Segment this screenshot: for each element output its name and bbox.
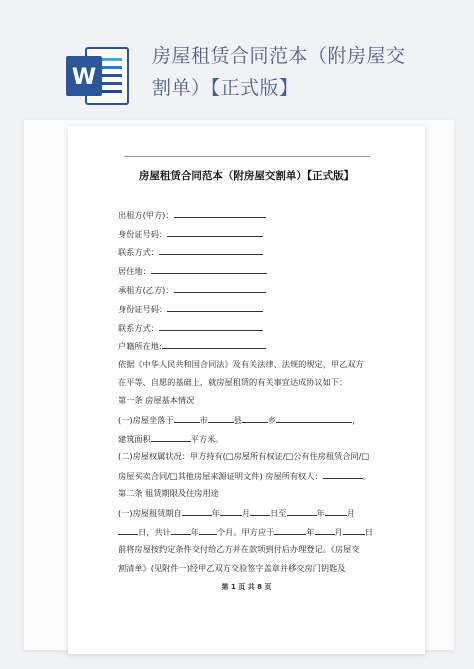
lessor-id-field (118, 227, 263, 240)
art1-location-line (118, 413, 360, 426)
lessor-contact-label: 联系方式： (118, 247, 159, 257)
city-blank[interactable] (174, 413, 200, 423)
svg-text:W: W (71, 65, 97, 90)
lessee-contact-field (118, 321, 263, 334)
intro-line-1: 依据《中华人民共和国合同法》及有关法律、法规的规定，甲乙双方 (118, 359, 364, 369)
lessee-id-blank[interactable] (167, 302, 263, 312)
owner-blank[interactable] (323, 469, 363, 479)
owner-period: 。 (362, 471, 371, 481)
lessee-hukou-field (118, 339, 266, 352)
start-day-blank[interactable] (250, 506, 270, 516)
page-number: 第 1 页 共 8 页 (221, 583, 272, 591)
word-document-icon (64, 46, 130, 106)
art1-location-prefix: (一)房屋坐落于 (118, 415, 174, 425)
day-to-label: 日至 (270, 508, 287, 518)
article-1-heading: 第一条 房屋基本情况 (118, 395, 195, 405)
lessor-label: 出租方(甲方)： (118, 210, 174, 220)
lessor-blank[interactable] (174, 208, 266, 218)
delivery-label: 个月。甲方应于 (216, 527, 275, 537)
start-year-blank[interactable] (182, 506, 212, 516)
month-label: 月 (241, 508, 251, 518)
lessee-label: 承租方(乙方)： (118, 285, 174, 295)
art1-ownership-line-2 (118, 469, 371, 482)
lessee-field (118, 283, 266, 296)
month-label: 月 (346, 508, 355, 518)
end-day-blank[interactable] (118, 525, 138, 535)
lessor-contact-field (118, 245, 263, 258)
address-blank[interactable] (276, 413, 352, 423)
lessor-contact-blank[interactable] (159, 245, 263, 255)
term-start-label: (一)房屋租赁期自 (118, 508, 182, 518)
end-year-blank[interactable] (287, 506, 317, 516)
page-heading (152, 40, 452, 104)
county-label: 县 (233, 415, 242, 425)
delivery-month-blank[interactable] (315, 525, 335, 535)
lessee-hukou-blank[interactable] (162, 339, 266, 349)
document-title: 房屋租赁合同范本（附房屋交割单）【正式版】 (138, 170, 355, 182)
owner-label: 房屋买卖合同/□其他房屋来源证明文件) 房屋所有权人： (118, 471, 323, 481)
total-years-blank[interactable] (171, 525, 191, 535)
lessor-address-blank[interactable] (151, 264, 267, 274)
area-unit: 平方米。 (190, 434, 224, 444)
delivery-year-blank[interactable] (274, 525, 306, 535)
start-month-blank[interactable] (220, 506, 242, 516)
art2-term-line-2 (118, 525, 373, 538)
delivery-day-blank[interactable] (343, 525, 365, 535)
lessee-contact-label: 联系方式： (118, 323, 159, 333)
year-label: 年 (211, 508, 220, 518)
lessor-id-label: 身份证号码： (118, 229, 168, 239)
total-months-blank[interactable] (199, 525, 217, 535)
location-comma: ， (352, 415, 361, 425)
year-label: 年 (316, 508, 325, 518)
end-month-blank[interactable] (325, 506, 347, 516)
month-label: 月 (334, 527, 343, 537)
township-label: 乡 (267, 415, 277, 425)
intro-line-2: 在平等、自愿的基础上，就房屋租赁的有关事宜达成协议如下： (118, 377, 348, 387)
county-blank[interactable] (208, 413, 234, 423)
city-label: 市 (199, 415, 208, 425)
art2-term-line-3: 前将房屋按约定条件交付给乙方并在款项到付后办理登记。《房屋交 (118, 544, 360, 554)
document-page (68, 126, 425, 654)
lessee-id-label: 身份证号码： (118, 304, 168, 314)
lessor-address-field (118, 264, 267, 277)
header-rule (124, 156, 370, 157)
art1-area-line (118, 432, 224, 445)
lessee-hukou-label: 户籍所在地: (118, 341, 162, 351)
article-2-heading: 第二条 租赁期限及住房用途 (118, 488, 219, 498)
day-label: 日 (364, 527, 373, 537)
lessor-field (118, 208, 266, 221)
lessee-contact-blank[interactable] (159, 321, 263, 331)
page-heading-line1: 房屋租赁合同范本（附房屋交 (152, 45, 406, 67)
lessee-id-field (118, 302, 263, 315)
art2-term-line-1 (118, 506, 355, 519)
township-blank[interactable] (242, 413, 268, 423)
page-heading-line2: 割单）【正式版】 (152, 77, 299, 99)
art2-term-line-4: 割清单》(见附件一)经甲乙双方交验签字盖章并移交房门钥匙及 (118, 563, 346, 573)
area-label: 建筑面积 (118, 434, 151, 444)
lessee-blank[interactable] (174, 283, 266, 293)
area-blank[interactable] (151, 432, 191, 442)
lessor-address-label: 居住地： (118, 266, 151, 276)
art1-ownership-line-1: (二)房屋权属状况：甲方持有(□房屋所有权证/□公有住房租赁合同/□ (118, 451, 370, 461)
year-label: 年 (190, 527, 199, 537)
lessor-id-blank[interactable] (167, 227, 263, 237)
total-label: 日，共计 (138, 527, 171, 537)
year-label: 年 (306, 527, 315, 537)
